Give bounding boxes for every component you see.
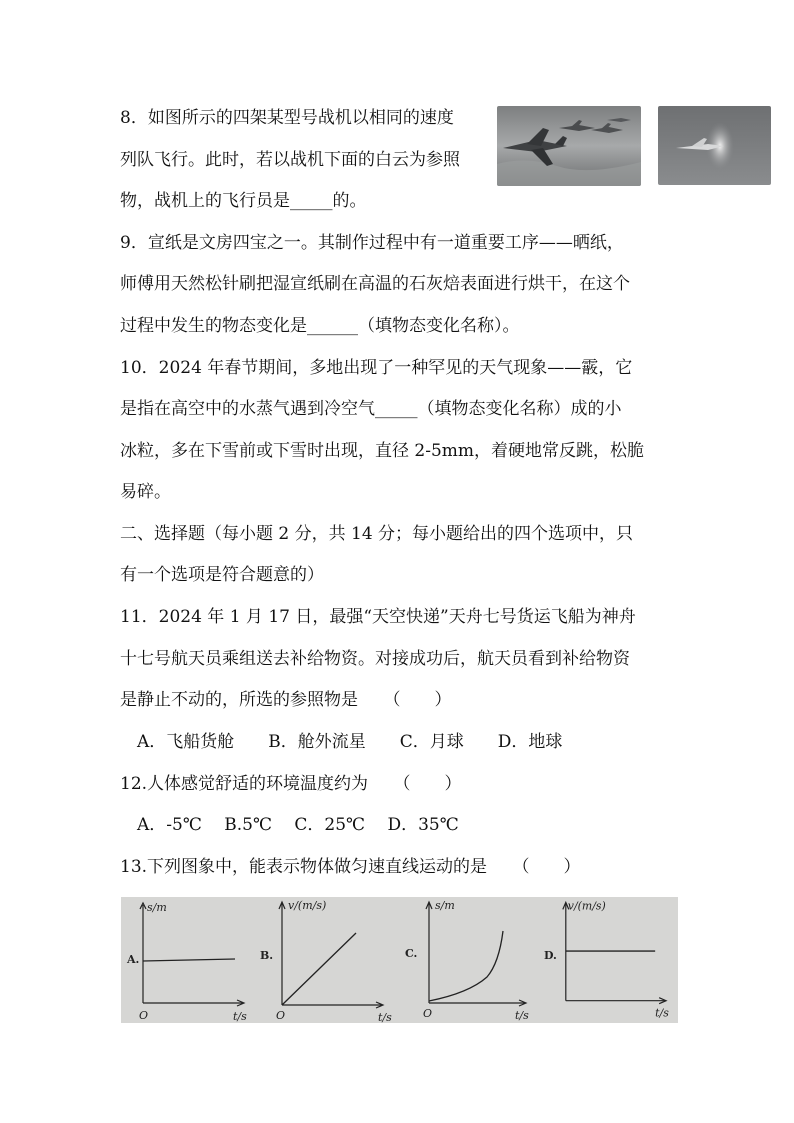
graph-b-origin: O: [276, 1009, 286, 1022]
q11-line-1: 11．2024 年 1 月 17 日，最强“天空快递”天舟七号货运飞船为神舟: [120, 607, 636, 627]
graph-c-xlabel: t/s: [515, 1009, 529, 1022]
q11-line-2: 十七号航天员乘组送去补给物资。对接成功后，航天员看到补给物资: [120, 649, 630, 669]
graph-d-option: D.: [543, 949, 557, 963]
graph-b-xlabel: t/s: [378, 1011, 392, 1023]
graph-d-ylabel: v/(m/s): [567, 899, 606, 913]
graph-d-xlabel: t/s: [655, 1006, 669, 1020]
graph-a-option: A.: [127, 953, 140, 966]
section-2-heading-line-1: 二、选择题（每小题 2 分，共 14 分；每小题给出的四个选项中，只: [120, 524, 634, 544]
graph-b-line: [282, 933, 356, 1005]
graph-c-option: C.: [405, 947, 418, 960]
graph-c-origin: O: [423, 1007, 433, 1020]
graph-b-ylabel: v/(m/s): [288, 899, 327, 912]
jet-vapor-cone-photo: [658, 106, 771, 185]
q8-line-3: 物，战机上的飞行员是_____的。: [120, 191, 367, 211]
q10-line-2: 是指在高空中的水蒸气遇到冷空气_____（填物态变化名称）成的小: [120, 399, 622, 419]
graph-a-origin: O: [139, 1009, 149, 1022]
graph-b: [260, 897, 399, 1023]
q11-options: A．飞船货舱 B．舱外流星 C．月球 D．地球: [120, 732, 563, 752]
graph-a: [121, 897, 260, 1023]
q9-line-2: 师傅用天然松针刷把湿宣纸刷在高温的石灰焙表面进行烘干，在这个: [120, 274, 630, 294]
graph-d: [538, 897, 677, 1023]
q8-line-2: 列队飞行。此时，若以战机下面的白云为参照: [120, 150, 460, 170]
motion-graphs-image: [121, 897, 678, 1023]
jet-formation-photo: [497, 106, 641, 186]
q11-line-3: 是静止不动的，所选的参照物是 （ ）: [120, 690, 452, 710]
graph-a-xlabel: t/s: [233, 1010, 247, 1023]
graph-a-line: [143, 959, 235, 961]
q10-line-4: 易碎。: [120, 482, 171, 502]
graph-b-option: B.: [260, 949, 274, 962]
q12-options: A．-5℃ B.5℃ C．25℃ D．35℃: [120, 815, 459, 835]
q9-line-1: 9．宣纸是文房四宝之一。其制作过程中有一道重要工序——晒纸，: [120, 233, 624, 253]
q10-line-3: 冰粒，多在下雪前或下雪时出现，直径 2-5mm，着硬地常反跳，松脆: [120, 441, 645, 461]
q13-stem: 13.下列图象中，能表示物体做匀速直线运动的是 （ ）: [120, 857, 581, 877]
graph-c: [399, 897, 538, 1023]
graph-c-curve: [429, 931, 503, 1001]
q10-line-1: 10．2024 年春节期间，多地出现了一种罕见的天气现象——霰，它: [120, 358, 633, 378]
q12-stem: 12.人体感觉舒适的环境温度约为 （ ）: [120, 774, 462, 794]
section-2-heading-line-2: 有一个选项是符合题意的）: [120, 565, 324, 585]
q9-line-3: 过程中发生的物态变化是______（填物态变化名称）。: [120, 316, 520, 336]
graph-c-ylabel: s/m: [435, 899, 455, 912]
q8-line-1: 8．如图所示的四架某型号战机以相同的速度: [120, 108, 454, 128]
graph-a-ylabel: s/m: [147, 901, 167, 914]
